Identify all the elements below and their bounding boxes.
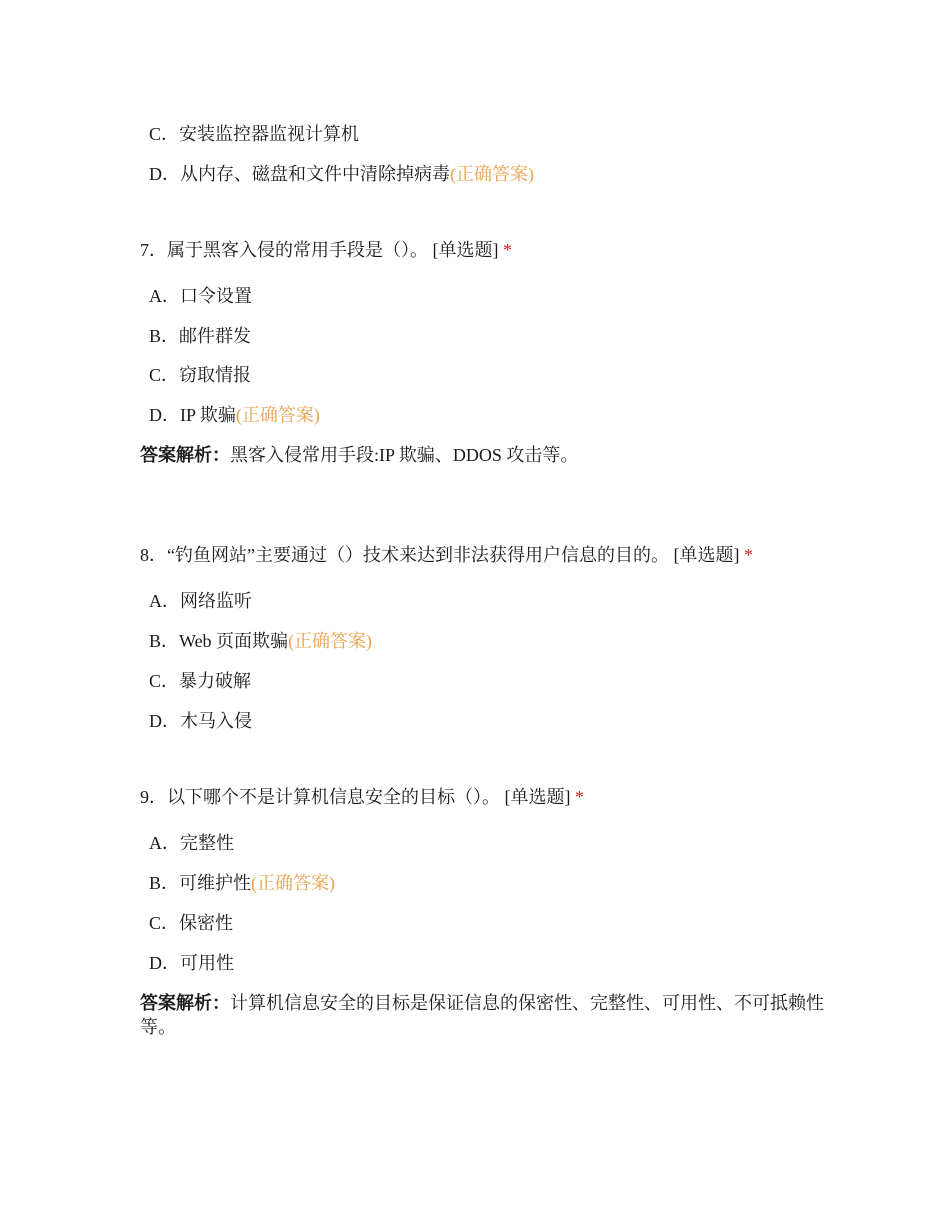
option-text: 网络监听 (180, 591, 252, 611)
option-text: 口令设置 (180, 286, 252, 306)
q7-option-a (149, 284, 252, 308)
option-letter: D． (149, 953, 180, 973)
option-text: 可用性 (180, 953, 234, 973)
option-text: 暴力破解 (179, 671, 252, 691)
correct-answer-tag: (正确答案) (251, 873, 336, 893)
option-letter: B． (149, 326, 180, 346)
q9-title (140, 785, 584, 809)
analysis-label: 答案解析： (140, 993, 230, 1013)
option-letter: A． (149, 591, 180, 611)
option-letter: D． (149, 711, 180, 731)
q8-option-d (149, 709, 252, 733)
q9-option-d (149, 951, 234, 975)
required-mark: * (575, 787, 584, 807)
required-mark: * (503, 240, 512, 260)
question-text: “钓鱼网站”主要通过（）技术来达到非法获得用户信息的目的。 (167, 545, 669, 565)
analysis-text: 黑客入侵常用手段:IP 欺骗、DDOS 攻击等。 (230, 445, 579, 465)
q7-analysis (140, 443, 830, 467)
correct-answer-tag: (正确答案) (235, 405, 320, 425)
q8-option-b (149, 629, 372, 653)
option-letter: D． (149, 405, 180, 425)
correct-answer-tag: (正确答案) (288, 631, 373, 651)
option-text: 安装监控器监视计算机 (179, 124, 360, 144)
option-letter: A． (149, 286, 180, 306)
option-letter: B． (149, 873, 180, 893)
option-letter: C． (149, 124, 180, 144)
q8-title (140, 543, 753, 567)
q7-option-d (149, 403, 320, 427)
q7-option-c (149, 363, 251, 387)
option-text: 木马入侵 (180, 711, 252, 731)
option-text: Web 页面欺骗 (179, 631, 289, 651)
q7-option-b (149, 324, 251, 348)
question-type: [单选题] (432, 240, 499, 260)
q9-option-c (149, 911, 233, 935)
option-letter: C． (149, 671, 180, 691)
required-mark: * (743, 545, 753, 565)
q8-option-c (149, 669, 251, 693)
option-text: IP 欺骗 (180, 405, 236, 425)
question-type: [单选题] (504, 787, 571, 807)
option-text: 从内存、磁盘和文件中清除掉病毒 (180, 164, 450, 184)
option-text: 可维护性 (179, 873, 252, 893)
q6-option-c (149, 122, 359, 146)
question-number: 9． (140, 787, 167, 807)
option-text: 完整性 (180, 833, 234, 853)
option-text: 保密性 (179, 913, 234, 933)
option-letter: C． (149, 913, 180, 933)
question-text: 以下哪个不是计算机信息安全的目标（）。 (167, 787, 500, 807)
q7-title (140, 238, 512, 262)
q9-analysis (140, 991, 830, 1039)
option-letter: B． (149, 631, 180, 651)
option-text: 邮件群发 (179, 326, 252, 346)
q8-option-a (149, 589, 252, 613)
option-letter: C． (149, 365, 180, 385)
option-letter: A． (149, 833, 180, 853)
question-type: [单选题] (673, 545, 740, 565)
option-text: 窃取情报 (179, 365, 252, 385)
analysis-text: 计算机信息安全的目标是保证信息的保密性、完整性、可用性、不可抵赖性等。 (140, 993, 824, 1037)
q9-option-a (149, 831, 234, 855)
question-number: 7． (140, 240, 167, 260)
correct-answer-tag: (正确答案) (450, 164, 534, 184)
analysis-label: 答案解析： (140, 445, 230, 465)
question-text: 属于黑客入侵的常用手段是（）。 (167, 240, 428, 260)
q6-option-d (149, 162, 534, 186)
q9-option-b (149, 871, 335, 895)
option-letter: D． (149, 164, 180, 184)
question-number: 8． (140, 545, 167, 565)
